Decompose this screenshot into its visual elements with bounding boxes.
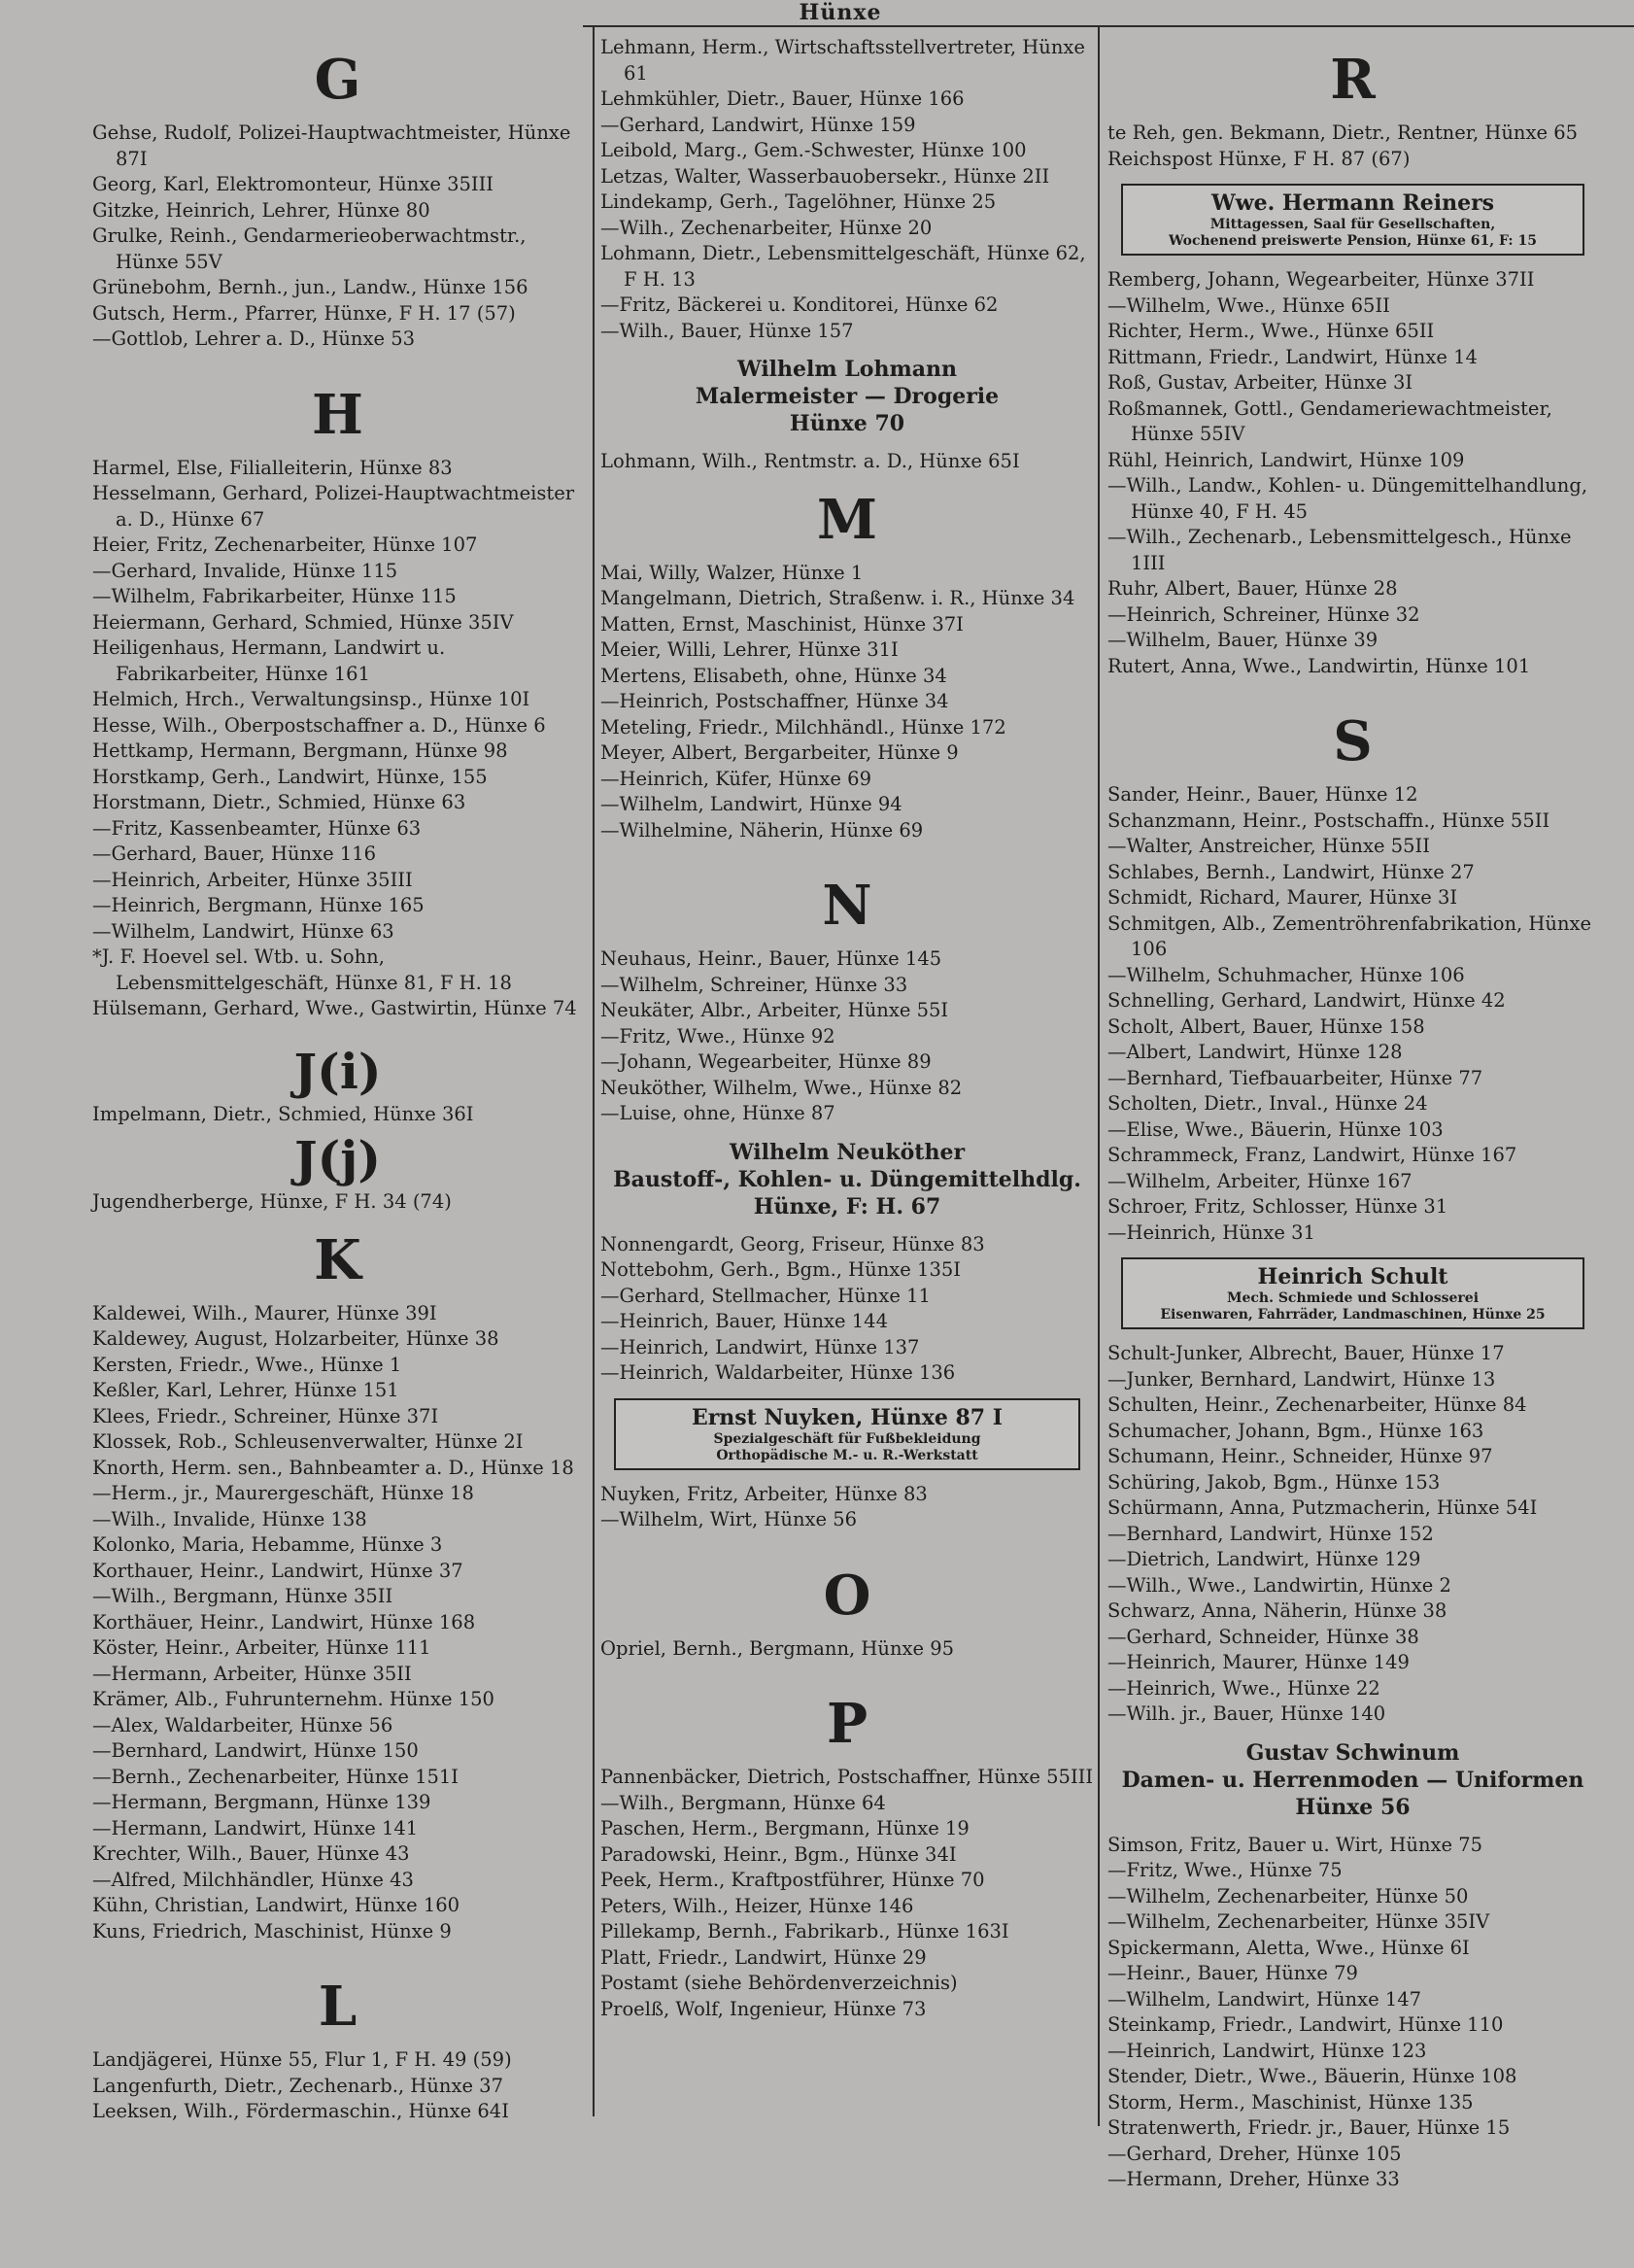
directory-entry: Spickermann, Aletta, Wwe., Hünxe 6I	[1107, 1936, 1470, 1959]
section-letter: O	[823, 1563, 871, 1628]
directory-entry: —Bernhard, Landwirt, Hünxe 152	[1107, 1522, 1434, 1545]
directory-entry: Simson, Fritz, Bauer u. Wirt, Hünxe 75	[1107, 1833, 1483, 1856]
directory-entry: Gehse, Rudolf, Polizei-Hauptwachtmeister, Hünxe 87I	[92, 121, 571, 170]
advertisement	[600, 1139, 1094, 1220]
directory-entry: Korthäuer, Heinr., Landwirt, Hünxe 168	[92, 1610, 476, 1633]
advertisement-name: Heinrich Schult	[1257, 1264, 1448, 1289]
advertisement-line: Malermeister — Drogerie	[695, 384, 1000, 409]
directory-entry: —Wilhelm, Schuhmacher, Hünxe 106	[1107, 963, 1465, 986]
directory-entry: —Heinrich, Bergmann, Hünxe 165	[92, 894, 425, 916]
directory-entry: —Heinrich, Bauer, Hünxe 144	[600, 1310, 888, 1332]
section-letter: R	[1330, 48, 1376, 112]
directory-entry: —Wilhelm, Schreiner, Hünxe 33	[600, 973, 908, 996]
directory-entry: Schanzmann, Heinr., Postschaffn., Hünxe 55II	[1107, 808, 1550, 832]
directory-entry: Stratenwerth, Friedr. jr., Bauer, Hünxe 15	[1107, 2116, 1511, 2139]
directory-entry: —Wilhelmine, Näherin, Hünxe 69	[600, 818, 924, 842]
section-letter: J(i)	[293, 1042, 382, 1100]
advertisement-subline: Mittagessen, Saal für Gesellschaften,	[1209, 217, 1496, 232]
directory-entry: —Wilh. jr., Bauer, Hünxe 140	[1107, 1702, 1386, 1725]
directory-entry: Kühn, Christian, Landwirt, Hünxe 160	[92, 1894, 460, 1916]
boxed-advertisement	[614, 1398, 1080, 1470]
directory-entry: Köster, Heinr., Arbeiter, Hünxe 111	[92, 1636, 431, 1659]
directory-entry: Postamt (siehe Behördenverzeichnis)	[600, 1972, 958, 1994]
directory-entry: Landjägerei, Hünxe 55, Flur 1, F H. 49 (59)	[92, 2048, 512, 2071]
directory-entry: —Wilhelm, Landwirt, Hünxe 94	[600, 793, 902, 815]
directory-entry: —Bernh., Zechenarbeiter, Hünxe 151I	[92, 1765, 460, 1788]
directory-entry: Nottebohm, Gerh., Bgm., Hünxe 135I	[600, 1258, 961, 1281]
directory-entry: —Junker, Bernhard, Landwirt, Hünxe 13	[1107, 1367, 1496, 1391]
directory-entry: Schulten, Heinr., Zechenarbeiter, Hünxe 84	[1107, 1393, 1527, 1416]
section-letter: K	[314, 1227, 361, 1292]
directory-entry: Pillekamp, Bernh., Fabrikarb., Hünxe 163I	[600, 1920, 1009, 1942]
directory-entry: Meyer, Albert, Bergarbeiter, Hünxe 9	[600, 741, 959, 764]
directory-entry: —Hermann, Arbeiter, Hünxe 35II	[92, 1662, 412, 1685]
directory-entry: Storm, Herm., Maschinist, Hünxe 135	[1107, 2090, 1474, 2113]
directory-entry: Reichspost Hünxe, F H. 87 (67)	[1107, 147, 1411, 170]
directory-entry: —Gerhard, Bauer, Hünxe 116	[92, 842, 377, 865]
advertisement-name: Ernst Nuyken, Hünxe 87 I	[691, 1404, 1004, 1430]
directory-entry: Rühl, Heinrich, Landwirt, Hünxe 109	[1107, 448, 1465, 471]
directory-entry: —Hermann, Dreher, Hünxe 33	[1107, 2168, 1400, 2190]
directory-entry: Schrammeck, Franz, Landwirt, Hünxe 167	[1107, 1144, 1517, 1166]
directory-entry: Schmitgen, Alb., Zementröhrenfabrikation, Hünxe 106	[1107, 911, 1592, 960]
advertisement	[1107, 1739, 1598, 1821]
directory-entry: —Hermann, Bergmann, Hünxe 139	[92, 1791, 431, 1813]
directory-entry: —Wilh., Invalide, Hünxe 138	[92, 1507, 367, 1530]
directory-entry: Neukäter, Albr., Arbeiter, Hünxe 55I	[600, 999, 949, 1021]
directory-entry: —Wilh., Zechenarbeiter, Hünxe 20	[600, 216, 933, 239]
directory-entry: —Wilhelm, Arbeiter, Hünxe 167	[1107, 1169, 1413, 1192]
directory-entry: Schumann, Heinr., Schneider, Hünxe 97	[1107, 1445, 1493, 1467]
directory-entry: Schwarz, Anna, Näherin, Hünxe 38	[1107, 1599, 1447, 1622]
directory-entry: Harmel, Else, Filialleiterin, Hünxe 83	[92, 456, 453, 479]
advertisement-line: Hünxe, F: H. 67	[753, 1193, 941, 1220]
advertisement-line: Hünxe 56	[1295, 1794, 1411, 1820]
directory-entry: Klossek, Rob., Schleusenverwalter, Hünxe 2I	[92, 1430, 524, 1453]
advertisement-name: Wwe. Hermann Reiners	[1210, 190, 1495, 216]
directory-entry: —Gerhard, Landwirt, Hünxe 159	[600, 113, 916, 136]
directory-entry: —Gerhard, Dreher, Hünxe 105	[1107, 2142, 1402, 2165]
directory-entry: Schumacher, Johann, Bgm., Hünxe 163	[1107, 1419, 1484, 1442]
column-divider	[593, 27, 595, 2116]
header-rule	[583, 25, 1634, 27]
advertisement-subline: Wochenend preiswerte Pension, Hünxe 61, F: 15	[1169, 233, 1537, 249]
advertisement-line: Hünxe 70	[789, 411, 905, 436]
section-gap	[92, 353, 583, 370]
directory-entry: —Wilhelm, Landwirt, Hünxe 63	[92, 919, 394, 943]
section-letter: G	[314, 48, 361, 112]
advertisement-line: Damen- u. Herrenmoden — Uniformen	[1121, 1767, 1584, 1793]
directory-entry: —Wilhelm, Landwirt, Hünxe 147	[1107, 1987, 1422, 2010]
section-letter: L	[318, 1975, 357, 2039]
directory-entry: Nonnengardt, Georg, Friseur, Hünxe 83	[600, 1232, 985, 1255]
advertisement-line: Baustoff-, Kohlen- u. Düngemittelhdlg.	[613, 1166, 1081, 1192]
directory-entry: —Gottlob, Lehrer a. D., Hünxe 53	[92, 327, 416, 350]
directory-entry: Kersten, Friedr., Wwe., Hünxe 1	[92, 1353, 402, 1376]
advertisement-subline: Orthopädische M.- u. R.-Werkstatt	[716, 1447, 978, 1463]
directory-entry: Schlabes, Bernh., Landwirt, Hünxe 27	[1107, 860, 1475, 883]
directory-entry: —Wilh., Landw., Kohlen- u. Düngemittelhandlung, Hünxe 40, F H. 45	[1107, 474, 1588, 523]
directory-entry: Opriel, Bernh., Bergmann, Hünxe 95	[600, 1636, 955, 1660]
page-title: Hünxe	[799, 0, 882, 25]
directory-entry: Gitzke, Heinrich, Lehrer, Hünxe 80	[92, 198, 430, 222]
directory-entry: Peters, Wilh., Heizer, Hünxe 146	[600, 1894, 914, 1917]
directory-entry: Peek, Herm., Kraftpostführer, Hünxe 70	[600, 1869, 985, 1891]
directory-entry: —Heinr., Bauer, Hünxe 79	[1107, 1962, 1358, 1984]
directory-entry: Krechter, Wilh., Bauer, Hünxe 43	[92, 1842, 410, 1865]
directory-entry: —Heinrich, Landwirt, Hünxe 137	[600, 1335, 920, 1358]
directory-entry: —Heinrich, Hünxe 31	[1107, 1220, 1315, 1244]
directory-entry: —Fritz, Wwe., Hünxe 92	[600, 1024, 835, 1048]
directory-entry: Lehmkühler, Dietr., Bauer, Hünxe 166	[600, 87, 965, 110]
section-gap	[600, 843, 1094, 861]
directory-entry: Hesse, Wilh., Oberpostschaffner a. D., Hünxe 6	[92, 713, 546, 737]
advertisement	[600, 356, 1094, 437]
directory-entry: Neuköther, Wilhelm, Wwe., Hünxe 82	[600, 1076, 963, 1099]
directory-entry: —Dietrich, Landwirt, Hünxe 129	[1107, 1548, 1421, 1570]
column-left	[92, 35, 583, 2125]
directory-entry: Sander, Heinr., Bauer, Hünxe 12	[1107, 783, 1418, 806]
directory-entry: Rutert, Anna, Wwe., Landwirtin, Hünxe 101	[1107, 654, 1531, 677]
directory-entry: Scholt, Albert, Bauer, Hünxe 158	[1107, 1014, 1425, 1038]
directory-entry: Keßler, Karl, Lehrer, Hünxe 151	[92, 1379, 399, 1401]
directory-entry: Grünebohm, Bernh., jun., Landw., Hünxe 156	[92, 276, 528, 298]
directory-entry: Rittmann, Friedr., Landwirt, Hünxe 14	[1107, 345, 1478, 368]
section-gap	[1107, 679, 1598, 697]
directory-entry: Paradowski, Heinr., Bgm., Hünxe 34I	[600, 1842, 957, 1866]
directory-entry: Matten, Ernst, Maschinist, Hünxe 37I	[600, 612, 964, 636]
directory-entry: Schmidt, Richard, Maurer, Hünxe 3I	[1107, 886, 1458, 909]
directory-entry: Roßmannek, Gottl., Gendameriewachtmeister, Hünxe 55IV	[1107, 396, 1552, 445]
directory-entry: Platt, Friedr., Landwirt, Hünxe 29	[600, 1945, 927, 1969]
directory-entry: —Albert, Landwirt, Hünxe 128	[1107, 1041, 1403, 1063]
directory-entry: Lindekamp, Gerh., Tagelöhner, Hünxe 25	[600, 190, 997, 213]
directory-entry: Hettkamp, Hermann, Bergmann, Hünxe 98	[92, 739, 508, 762]
directory-entry: Meier, Willi, Lehrer, Hünxe 31I	[600, 638, 899, 661]
directory-entry: —Heinrich, Maurer, Hünxe 149	[1107, 1651, 1410, 1673]
boxed-advertisement	[1121, 184, 1584, 256]
directory-entry: Lehmann, Herm., Wirtschaftsstellvertreter, Hünxe 61	[600, 36, 1085, 85]
directory-entry: —Wilh., Bauer, Hünxe 157	[600, 319, 854, 342]
directory-entry: Jugendherberge, Hünxe, F H. 34 (74)	[92, 1190, 452, 1213]
section-gap	[92, 1944, 583, 1962]
directory-entry: Langenfurth, Dietr., Zechenarb., Hünxe 37	[92, 2074, 503, 2097]
section-letter: H	[312, 382, 363, 447]
directory-entry: Pannenbäcker, Dietrich, Postschaffner, Hünxe 55III	[600, 1766, 1094, 1788]
column-divider	[1098, 27, 1100, 2126]
directory-entry: —Wilhelm, Zechenarbeiter, Hünxe 35IV	[1107, 1910, 1490, 1933]
directory-entry: te Reh, gen. Bekmann, Dietr., Rentner, Hünxe 65	[1107, 121, 1579, 144]
directory-entry: Horstkamp, Gerh., Landwirt, Hünxe, 155	[92, 765, 488, 788]
directory-entry: Heier, Fritz, Zechenarbeiter, Hünxe 107	[92, 533, 478, 556]
advertisement-line: Gustav Schwinum	[1245, 1739, 1460, 1766]
column-right	[1107, 35, 1598, 2193]
directory-entry: Mangelmann, Dietrich, Straßenw. i. R., Hünxe 34	[600, 587, 1075, 609]
directory-entry: Stender, Dietr., Wwe., Bäuerin, Hünxe 108	[1107, 2065, 1517, 2087]
directory-entry: —Heinrich, Waldarbeiter, Hünxe 136	[600, 1361, 956, 1384]
directory-entry: Meteling, Friedr., Milchhändl., Hünxe 172	[600, 715, 1006, 739]
directory-entry: —Luise, ohne, Hünxe 87	[600, 1102, 835, 1124]
directory-entry: Leeksen, Wilh., Fördermaschin., Hünxe 64I	[92, 2100, 509, 2122]
directory-entry: Knorth, Herm. sen., Bahnbeamter a. D., Hünxe 18	[92, 1456, 574, 1479]
directory-entry: Ruhr, Albert, Bauer, Hünxe 28	[1107, 577, 1398, 600]
column-middle	[600, 35, 1094, 2022]
boxed-advertisement	[1121, 1257, 1584, 1329]
directory-entry: Klees, Friedr., Schreiner, Hünxe 37I	[92, 1404, 439, 1427]
directory-entry: Hülsemann, Gerhard, Wwe., Gastwirtin, Hünxe 74	[92, 997, 577, 1019]
directory-entry: —Wilhelm, Wirt, Hünxe 56	[600, 1508, 858, 1530]
directory-entry: Heiligenhaus, Hermann, Landwirt u. Fabrikarbeiter, Hünxe 161	[92, 636, 446, 685]
directory-entry: —Gerhard, Stellmacher, Hünxe 11	[600, 1284, 931, 1307]
directory-entry: Lohmann, Dietr., Lebensmittelgeschäft, Hünxe 62, F H. 13	[600, 242, 1086, 291]
directory-entry: —Bernhard, Tiefbauarbeiter, Hünxe 77	[1107, 1066, 1483, 1089]
directory-entry: Schult-Junker, Albrecht, Bauer, Hünxe 17	[1107, 1342, 1505, 1364]
directory-entry: —Bernhard, Landwirt, Hünxe 150	[92, 1739, 419, 1762]
directory-entry: Gutsch, Herm., Pfarrer, Hünxe, F H. 17 (57)	[92, 301, 516, 325]
directory-entry: Korthauer, Heinr., Landwirt, Hünxe 37	[92, 1559, 463, 1582]
directory-entry: Richter, Herm., Wwe., Hünxe 65II	[1107, 320, 1435, 342]
directory-entry: —Walter, Anstreicher, Hünxe 55II	[1107, 835, 1430, 857]
advertisement-line: Wilhelm Lohmann	[737, 357, 957, 382]
directory-entry: —Heinrich, Wwe., Hünxe 22	[1107, 1676, 1380, 1700]
directory-entry: Nuyken, Fritz, Arbeiter, Hünxe 83	[600, 1482, 928, 1505]
directory-entry: —Alex, Waldarbeiter, Hünxe 56	[92, 1713, 393, 1736]
directory-entry: —Herm., jr., Maurergeschäft, Hünxe 18	[92, 1482, 474, 1504]
directory-entry: Kolonko, Maria, Hebamme, Hünxe 3	[92, 1533, 443, 1556]
directory-entry: —Gerhard, Schneider, Hünxe 38	[1107, 1625, 1419, 1648]
directory-entry: Paschen, Herm., Bergmann, Hünxe 19	[600, 1817, 970, 1839]
section-gap	[600, 1533, 1094, 1551]
directory-entry: —Fritz, Bäckerei u. Konditorei, Hünxe 62	[600, 293, 999, 316]
directory-entry: Schürmann, Anna, Putzmacherin, Hünxe 54I	[1107, 1496, 1538, 1519]
directory-entry: Neuhaus, Heinr., Bauer, Hünxe 145	[600, 947, 942, 970]
directory-entry: —Alfred, Milchhändler, Hünxe 43	[92, 1868, 414, 1891]
directory-entry: —Wilhelm, Fabrikarbeiter, Hünxe 115	[92, 585, 457, 607]
directory-entry: —Elise, Wwe., Bäuerin, Hünxe 103	[1107, 1117, 1444, 1141]
directory-entry: Steinkamp, Friedr., Landwirt, Hünxe 110	[1107, 2013, 1504, 2036]
directory-entry: Leibold, Marg., Gem.-Schwester, Hünxe 100	[600, 139, 1027, 161]
directory-entry: —Wilh., Wwe., Landwirtin, Hünxe 2	[1107, 1573, 1451, 1597]
directory-entry: Hesselmann, Gerhard, Polizei-Hauptwachtmeister a. D., Hünxe 67	[92, 482, 575, 531]
directory-entry: Impelmann, Dietr., Schmied, Hünxe 36I	[92, 1102, 474, 1125]
directory-entry: Mertens, Elisabeth, ohne, Hünxe 34	[600, 664, 947, 687]
directory-entry: Proelß, Wolf, Ingenieur, Hünxe 73	[600, 1997, 927, 2020]
section-letter: P	[826, 1692, 868, 1756]
advertisement-subline: Eisenwaren, Fahrräder, Landmaschinen, Hünxe 25	[1160, 1307, 1546, 1323]
directory-entry: Kuns, Friedrich, Maschinist, Hünxe 9	[92, 1919, 452, 1942]
directory-entry: —Heinrich, Postschaffner, Hünxe 34	[600, 690, 949, 712]
directory-entry: —Wilhelm, Wwe., Hünxe 65II	[1107, 293, 1390, 317]
directory-entry: Heiermann, Gerhard, Schmied, Hünxe 35IV	[92, 610, 514, 634]
directory-entry: —Wilh., Bergmann, Hünxe 35II	[92, 1585, 393, 1607]
directory-entry: —Fritz, Kassenbeamter, Hünxe 63	[92, 816, 422, 840]
directory-entry: Kaldewei, Wilh., Maurer, Hünxe 39I	[92, 1301, 437, 1324]
directory-entry: Kaldewey, August, Holzarbeiter, Hünxe 38	[92, 1327, 499, 1350]
directory-entry: Schroer, Fritz, Schlosser, Hünxe 31	[1107, 1195, 1448, 1218]
directory-entry: Mai, Willy, Walzer, Hünxe 1	[600, 561, 864, 584]
directory-entry: Helmich, Hrch., Verwaltungsinsp., Hünxe 10I	[92, 688, 530, 710]
directory-entry: *J. F. Hoevel sel. Wtb. u. Sohn, Lebensmittelgeschäft, Hünxe 81, F H. 18	[92, 945, 512, 994]
directory-entry: Grulke, Reinh., Gendarmerieoberwachtmstr., Hünxe 55V	[92, 224, 527, 273]
section-letter: J(j)	[293, 1130, 382, 1187]
directory-entry: —Heinrich, Landwirt, Hünxe 123	[1107, 2039, 1427, 2062]
directory-entry: Horstmann, Dietr., Schmied, Hünxe 63	[92, 791, 466, 813]
directory-entry: —Heinrich, Arbeiter, Hünxe 35III	[92, 868, 413, 891]
section-letter: M	[817, 487, 877, 552]
directory-entry: —Heinrich, Schreiner, Hünxe 32	[1107, 602, 1420, 626]
directory-entry: —Gerhard, Invalide, Hünxe 115	[92, 559, 398, 582]
section-gap	[92, 1022, 583, 1040]
directory-entry: Lohmann, Wilh., Rentmstr. a. D., Hünxe 65I	[600, 450, 1020, 472]
directory-entry: —Fritz, Wwe., Hünxe 75	[1107, 1859, 1343, 1881]
section-letter: S	[1333, 709, 1373, 773]
advertisement-subline: Mech. Schmiede und Schlosserei	[1226, 1290, 1480, 1306]
section-letter: N	[822, 874, 872, 938]
directory-entry: Remberg, Johann, Wegearbeiter, Hünxe 37II	[1107, 268, 1535, 291]
directory-entry: Roß, Gustav, Arbeiter, Hünxe 3I	[1107, 371, 1413, 394]
directory-entry: —Wilhelm, Bauer, Hünxe 39	[1107, 629, 1379, 651]
section-gap	[600, 1662, 1094, 1679]
directory-entry: Schüring, Jakob, Bgm., Hünxe 153	[1107, 1470, 1441, 1494]
directory-entry: Scholten, Dietr., Inval., Hünxe 24	[1107, 1092, 1428, 1115]
directory-entry: Krämer, Alb., Fuhrunternehm. Hünxe 150	[92, 1688, 494, 1710]
directory-entry: Schnelling, Gerhard, Landwirt, Hünxe 42	[1107, 989, 1506, 1012]
advertisement-subline: Spezialgeschäft für Fußbekleidung	[713, 1430, 981, 1447]
directory-entry: Letzas, Walter, Wasserbauobersekr., Hünxe 2II	[600, 164, 1050, 188]
directory-entry: —Wilhelm, Zechenarbeiter, Hünxe 50	[1107, 1884, 1469, 1907]
directory-entry: —Hermann, Landwirt, Hünxe 141	[92, 1816, 419, 1839]
directory-entry: Georg, Karl, Elektromonteur, Hünxe 35III	[92, 173, 494, 195]
directory-entry: —Wilh., Zechenarb., Lebensmittelgesch., Hünxe 1III	[1107, 526, 1572, 574]
directory-entry: —Heinrich, Küfer, Hünxe 69	[600, 767, 871, 790]
directory-entry: —Johann, Wegearbeiter, Hünxe 89	[600, 1050, 932, 1073]
advertisement-line: Wilhelm Neuköther	[729, 1139, 966, 1165]
directory-entry: —Wilh., Bergmann, Hünxe 64	[600, 1791, 886, 1814]
